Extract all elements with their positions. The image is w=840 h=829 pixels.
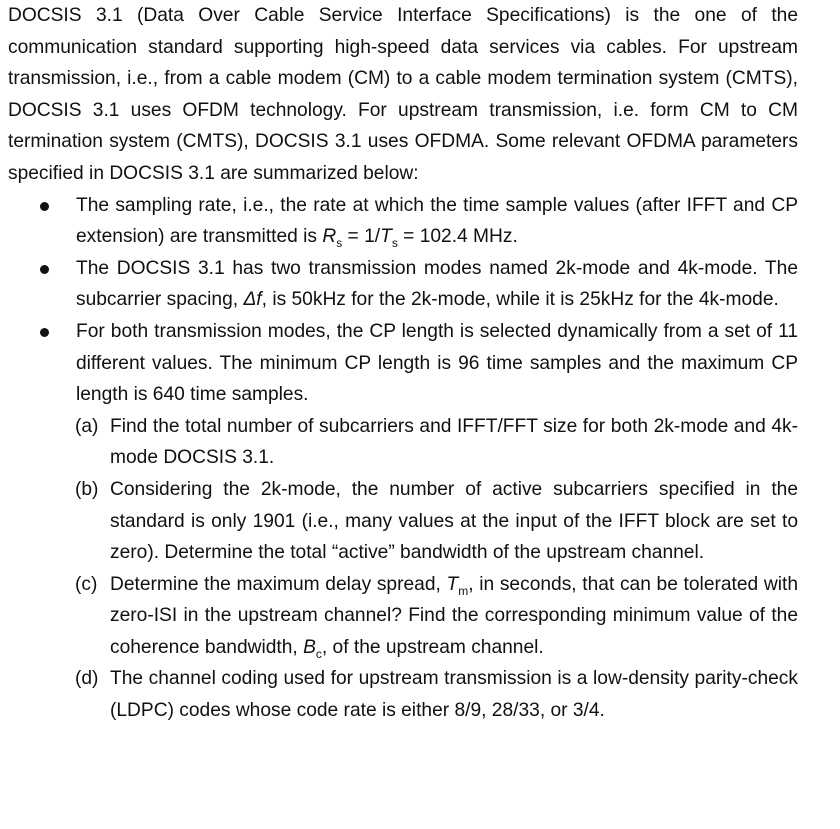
sub-s1: s bbox=[336, 235, 343, 250]
sampling-text-eq: = 1/ bbox=[342, 226, 381, 248]
sub-s2: s bbox=[391, 235, 398, 250]
var-b-c: B bbox=[303, 636, 316, 658]
bullet-cp-length bbox=[8, 316, 798, 411]
question-d-text: The channel coding used for upstream transmission is a low-density parity-check (LDPC) codes whose code rate is either 8/9, 28/33, or 3/4. bbox=[110, 668, 798, 722]
question-b-label: (b) bbox=[75, 478, 99, 500]
question-d-label: (d) bbox=[75, 668, 99, 690]
question-a bbox=[8, 411, 798, 474]
question-c-mid: , in seconds, that can be tolerated with zero-ISI in the upstream channel? Find the corresponding minimum value of the coherence bandwidth, bbox=[110, 573, 799, 658]
var-t-m: T bbox=[446, 573, 459, 595]
bullet-dot-icon bbox=[40, 265, 49, 274]
modes-text-post: , is 50kHz for the 2k-mode, while it is 25kHz for the 4k-mode. bbox=[261, 289, 779, 311]
sub-m: m bbox=[458, 583, 469, 598]
bullet-transmission-modes bbox=[8, 253, 798, 316]
question-d bbox=[8, 663, 798, 726]
question-b bbox=[8, 474, 798, 569]
question-a-label: (a) bbox=[75, 415, 99, 437]
sampling-text-pre: The sampling rate, i.e., the rate at which the time sample values (after IFFT and CP extension) are transmitted is bbox=[76, 194, 798, 248]
bullet-sampling-rate bbox=[8, 190, 798, 253]
question-a-text: Find the total number of subcarriers and IFFT/FFT size for both 2k-mode and 4k-mode DOCSIS 3.1. bbox=[110, 415, 798, 469]
question-c-post: , of the upstream channel. bbox=[321, 636, 544, 658]
document-page bbox=[8, 0, 798, 727]
parameter-list bbox=[8, 190, 798, 411]
intro-paragraph: DOCSIS 3.1 (Data Over Cable Service Interface Specifications) is the one of the communication standard supporting high-speed data services via cables. For upstream transmission, i.e., from a cable modem (CM) to a cable modem termination system (CMTS), DOCSIS 3.1 uses OFDM technology. For upstream transmission, i.e. form CM to CM termination system (CMTS), DOCSIS 3.1 uses OFDMA. Some relevant OFDMA parameters specified in DOCSIS 3.1 are summarized below: bbox=[8, 5, 798, 184]
question-list bbox=[8, 411, 798, 727]
var-r: R bbox=[322, 226, 337, 248]
sampling-text-post: = 102.4 MHz. bbox=[397, 226, 518, 248]
sub-c: c bbox=[315, 646, 322, 661]
var-delta-f: Δf bbox=[243, 289, 262, 311]
cp-length-text: For both transmission modes, the CP length is selected dynamically from a set of 11 different values. The minimum CP length is 96 time samples and the maximum CP length is 640 time samples. bbox=[76, 320, 798, 406]
bullet-dot-icon bbox=[40, 328, 49, 337]
question-c-pre: Determine the maximum delay spread, bbox=[110, 573, 447, 595]
bullet-dot-icon bbox=[40, 202, 49, 211]
var-t: T bbox=[380, 226, 392, 248]
modes-text-pre: The DOCSIS 3.1 has two transmission modes named 2k-mode and 4k-mode. The subcarrier spacing, bbox=[76, 257, 798, 311]
question-b-text: Considering the 2k-mode, the number of active subcarriers specified in the standard is only 1901 (i.e., many values at the input of the IFFT block are set to zero). Determine the total “active” bandwidth of the upstream channel. bbox=[110, 478, 798, 564]
question-c-label: (c) bbox=[75, 573, 98, 595]
question-c bbox=[8, 569, 798, 664]
